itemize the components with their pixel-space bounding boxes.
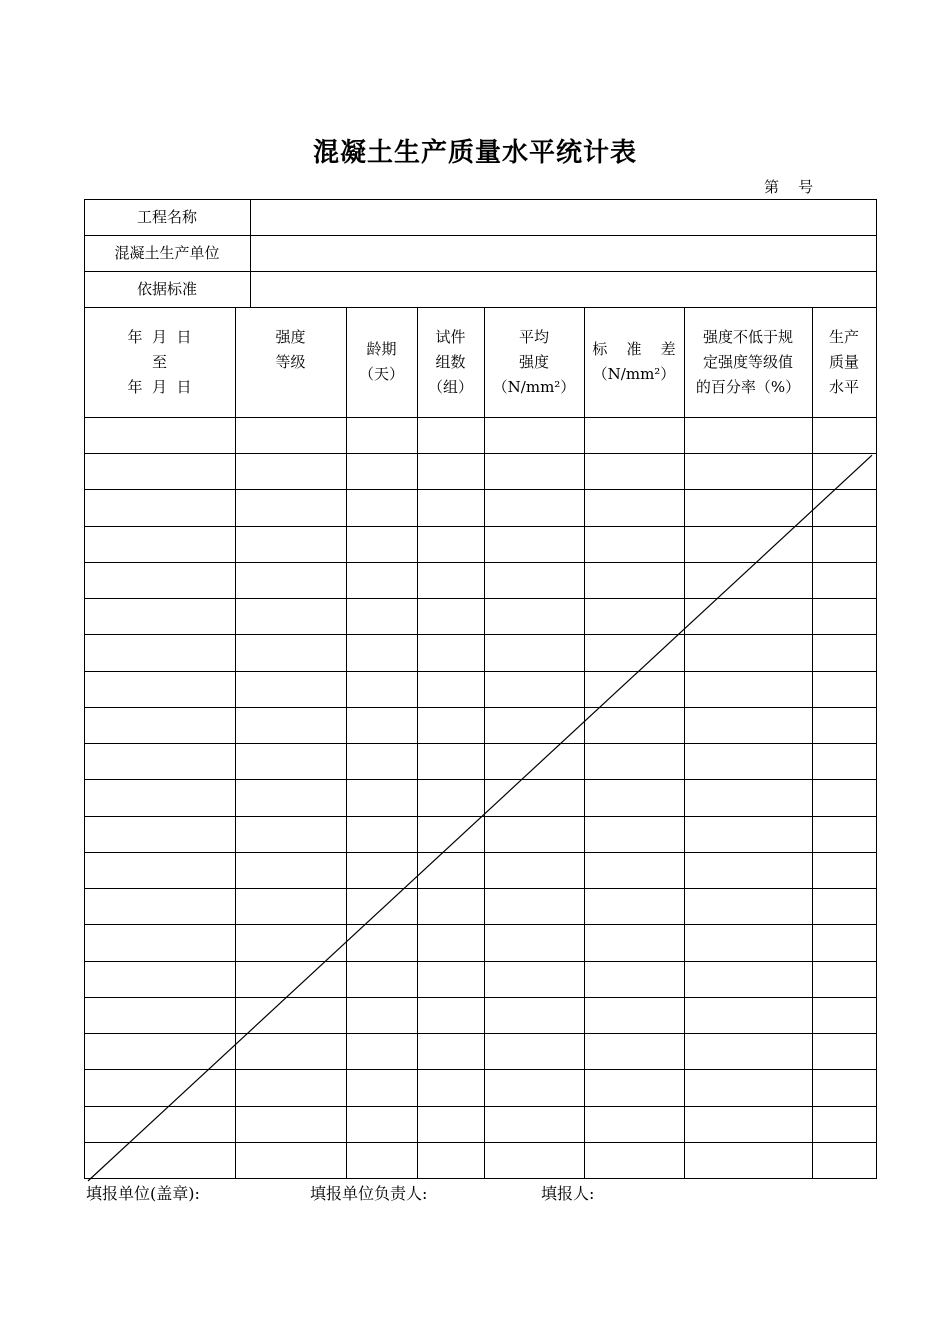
statistics-table bbox=[84, 199, 876, 1178]
page-title: 混凝土生产质量水平统计表 bbox=[312, 138, 637, 168]
column-header: 生产 质量 水平 bbox=[828, 327, 859, 396]
column-header: 年 月 日 至 年 月 日 bbox=[127, 327, 192, 396]
info-label: 混凝土生产单位 bbox=[114, 243, 220, 262]
column-header: 标 准 差 （N/mm²） bbox=[592, 340, 676, 383]
info-label: 依据标准 bbox=[136, 279, 197, 298]
void-diagonal-line bbox=[84, 199, 886, 1188]
column-header: 龄期 （天） bbox=[358, 340, 404, 383]
column-header: 强度 等级 bbox=[275, 327, 306, 371]
column-header: 强度不低于规 定强度等级值 的百分率（%） bbox=[695, 327, 801, 396]
unit-leader-label: 填报单位负责人: bbox=[310, 1184, 428, 1203]
info-label: 工程名称 bbox=[136, 207, 197, 226]
reporter-label: 填报人: bbox=[541, 1184, 595, 1203]
column-header: 试件 组数 （组） bbox=[427, 327, 473, 396]
reporting-unit-label: 填报单位(盖章): bbox=[86, 1184, 200, 1203]
column-header: 平均 强度 （N/mm²） bbox=[492, 327, 576, 396]
document-number-label: 第 号 bbox=[764, 178, 814, 196]
diagonal-strike bbox=[88, 455, 872, 1181]
